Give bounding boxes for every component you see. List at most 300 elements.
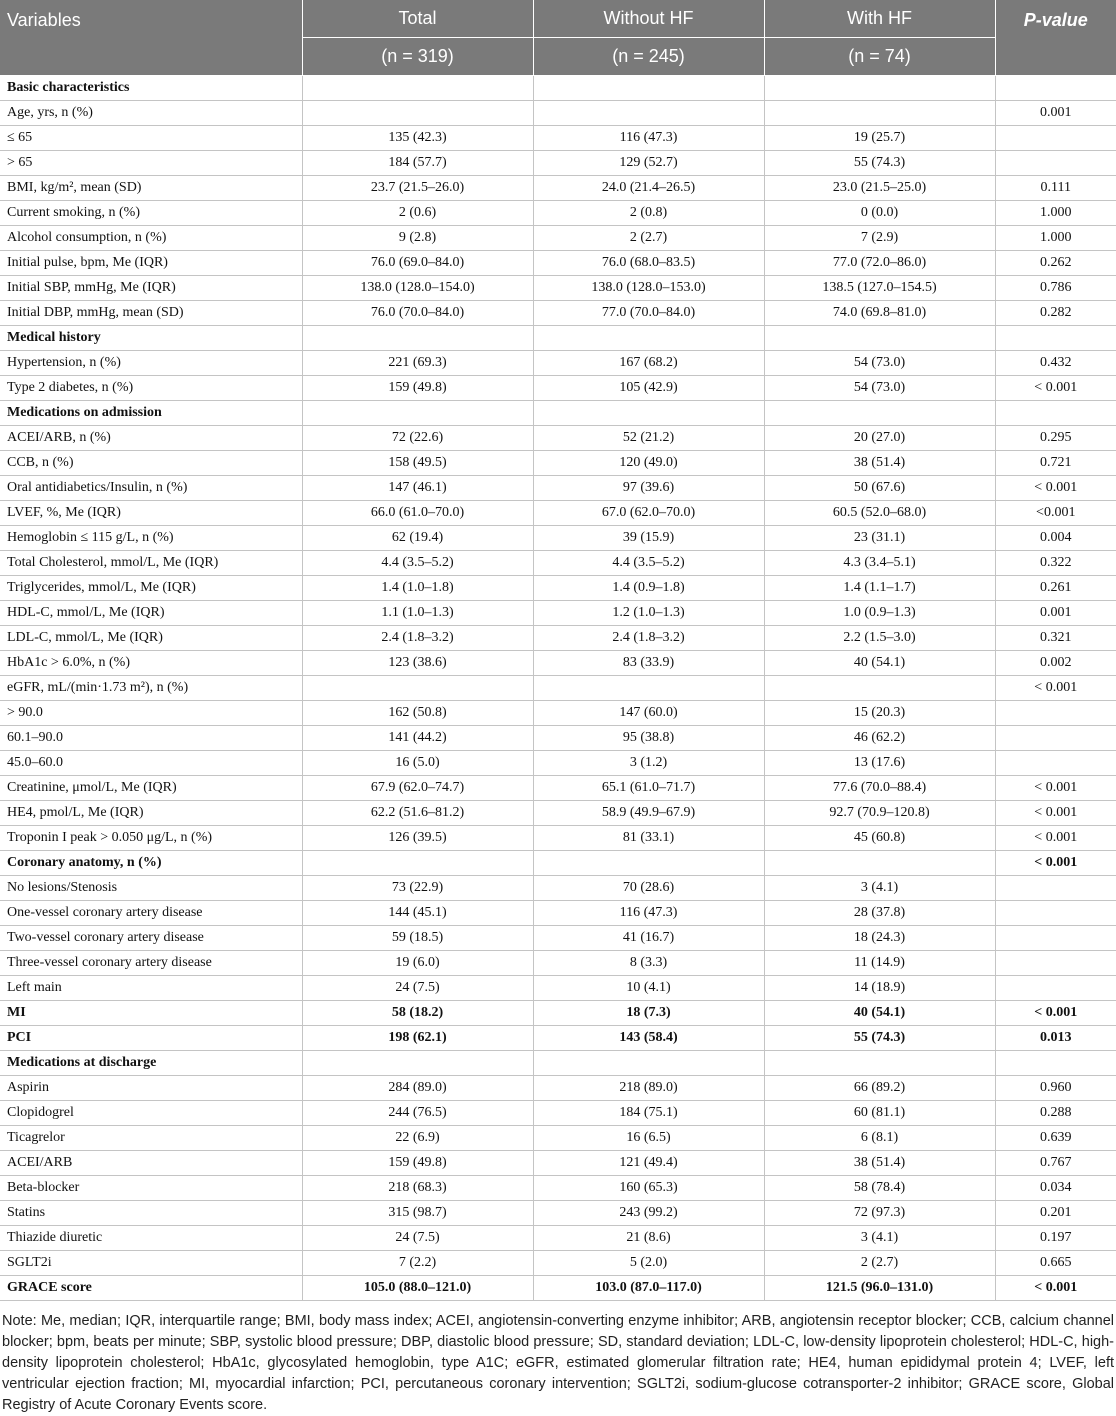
p-value-cell bbox=[995, 701, 1116, 726]
without-hf-cell: 103.0 (87.0–117.0) bbox=[533, 1276, 764, 1301]
total-cell: 158 (49.5) bbox=[302, 451, 533, 476]
table-row bbox=[0, 476, 1116, 501]
with-hf-cell: 77.0 (72.0–86.0) bbox=[764, 251, 995, 276]
without-hf-cell: 81 (33.1) bbox=[533, 826, 764, 851]
variable-cell: Coronary anatomy, n (%) bbox=[0, 851, 302, 876]
p-value-cell: 0.197 bbox=[995, 1226, 1116, 1251]
variable-cell: Basic characteristics bbox=[0, 76, 302, 101]
with-hf-cell: 92.7 (70.9–120.8) bbox=[764, 801, 995, 826]
table-row bbox=[0, 901, 1116, 926]
without-hf-cell: 160 (65.3) bbox=[533, 1176, 764, 1201]
total-cell: 198 (62.1) bbox=[302, 1026, 533, 1051]
p-value-cell: 0.639 bbox=[995, 1126, 1116, 1151]
total-cell: 218 (68.3) bbox=[302, 1176, 533, 1201]
variable-cell: SGLT2i bbox=[0, 1251, 302, 1276]
with-hf-cell: 1.4 (1.1–1.7) bbox=[764, 576, 995, 601]
variable-cell: Aspirin bbox=[0, 1076, 302, 1101]
variable-cell: 45.0–60.0 bbox=[0, 751, 302, 776]
table-row bbox=[0, 651, 1116, 676]
without-hf-cell: 24.0 (21.4–26.5) bbox=[533, 176, 764, 201]
header-row-titles bbox=[0, 0, 1116, 38]
p-value-cell: 0.665 bbox=[995, 1251, 1116, 1276]
without-hf-cell: 83 (33.9) bbox=[533, 651, 764, 676]
table-row bbox=[0, 126, 1116, 151]
with-hf-cell bbox=[764, 401, 995, 426]
variable-cell: Medications at discharge bbox=[0, 1051, 302, 1076]
p-value-cell: < 0.001 bbox=[995, 1001, 1116, 1026]
with-hf-cell: 19 (25.7) bbox=[764, 126, 995, 151]
total-cell: 184 (57.7) bbox=[302, 151, 533, 176]
without-hf-cell: 184 (75.1) bbox=[533, 1101, 764, 1126]
with-hf-cell: 50 (67.6) bbox=[764, 476, 995, 501]
table-row bbox=[0, 1176, 1116, 1201]
total-cell: 66.0 (61.0–70.0) bbox=[302, 501, 533, 526]
without-hf-cell bbox=[533, 851, 764, 876]
table-row bbox=[0, 951, 1116, 976]
table-header bbox=[0, 0, 1116, 76]
variable-cell: Hemoglobin ≤ 115 g/L, n (%) bbox=[0, 526, 302, 551]
total-cell: 221 (69.3) bbox=[302, 351, 533, 376]
header-with-n: (n = 74) bbox=[764, 38, 995, 76]
table-row bbox=[0, 1151, 1116, 1176]
total-cell bbox=[302, 1051, 533, 1076]
variable-cell: Medical history bbox=[0, 326, 302, 351]
total-cell: 76.0 (69.0–84.0) bbox=[302, 251, 533, 276]
total-cell bbox=[302, 76, 533, 101]
total-cell: 105.0 (88.0–121.0) bbox=[302, 1276, 533, 1301]
total-cell bbox=[302, 851, 533, 876]
without-hf-cell: 2.4 (1.8–3.2) bbox=[533, 626, 764, 651]
without-hf-cell: 58.9 (49.9–67.9) bbox=[533, 801, 764, 826]
variable-cell: PCI bbox=[0, 1026, 302, 1051]
total-cell: 315 (98.7) bbox=[302, 1201, 533, 1226]
variable-cell: Thiazide diuretic bbox=[0, 1226, 302, 1251]
p-value-cell bbox=[995, 926, 1116, 951]
section-row bbox=[0, 401, 1116, 426]
table-row bbox=[0, 751, 1116, 776]
total-cell: 159 (49.8) bbox=[302, 376, 533, 401]
without-hf-cell: 116 (47.3) bbox=[533, 126, 764, 151]
with-hf-cell: 54 (73.0) bbox=[764, 351, 995, 376]
p-value-cell: 0.288 bbox=[995, 1101, 1116, 1126]
without-hf-cell: 16 (6.5) bbox=[533, 1126, 764, 1151]
table-row bbox=[0, 276, 1116, 301]
p-value-cell: 0.261 bbox=[995, 576, 1116, 601]
p-value-cell: 0.786 bbox=[995, 276, 1116, 301]
variable-cell: > 65 bbox=[0, 151, 302, 176]
header-without-n: (n = 245) bbox=[533, 38, 764, 76]
without-hf-cell: 138.0 (128.0–153.0) bbox=[533, 276, 764, 301]
p-value-cell: 0.004 bbox=[995, 526, 1116, 551]
p-value-cell bbox=[995, 901, 1116, 926]
section-row bbox=[0, 851, 1116, 876]
total-cell: 72 (22.6) bbox=[302, 426, 533, 451]
table-row bbox=[0, 451, 1116, 476]
with-hf-cell: 40 (54.1) bbox=[764, 651, 995, 676]
total-cell: 244 (76.5) bbox=[302, 1101, 533, 1126]
with-hf-cell: 1.0 (0.9–1.3) bbox=[764, 601, 995, 626]
without-hf-cell: 77.0 (70.0–84.0) bbox=[533, 301, 764, 326]
table-row bbox=[0, 826, 1116, 851]
section-row bbox=[0, 1051, 1116, 1076]
table-row bbox=[0, 976, 1116, 1001]
without-hf-cell: 143 (58.4) bbox=[533, 1026, 764, 1051]
p-value-cell: 0.262 bbox=[995, 251, 1116, 276]
total-cell: 159 (49.8) bbox=[302, 1151, 533, 1176]
variable-cell: Beta-blocker bbox=[0, 1176, 302, 1201]
variable-cell: Oral antidiabetics/Insulin, n (%) bbox=[0, 476, 302, 501]
without-hf-cell: 243 (99.2) bbox=[533, 1201, 764, 1226]
with-hf-cell: 46 (62.2) bbox=[764, 726, 995, 751]
section-row bbox=[0, 76, 1116, 101]
header-without-hf: Without HF bbox=[533, 0, 764, 38]
variable-cell: Two-vessel coronary artery disease bbox=[0, 926, 302, 951]
variable-cell: Three-vessel coronary artery disease bbox=[0, 951, 302, 976]
with-hf-cell: 14 (18.9) bbox=[764, 976, 995, 1001]
variable-cell: Age, yrs, n (%) bbox=[0, 101, 302, 126]
with-hf-cell: 28 (37.8) bbox=[764, 901, 995, 926]
without-hf-cell bbox=[533, 676, 764, 701]
table-row bbox=[0, 351, 1116, 376]
without-hf-cell: 95 (38.8) bbox=[533, 726, 764, 751]
with-hf-cell bbox=[764, 101, 995, 126]
with-hf-cell: 3 (4.1) bbox=[764, 876, 995, 901]
total-cell: 16 (5.0) bbox=[302, 751, 533, 776]
variable-cell: GRACE score bbox=[0, 1276, 302, 1301]
table-row bbox=[0, 926, 1116, 951]
total-cell: 141 (44.2) bbox=[302, 726, 533, 751]
table-row bbox=[0, 726, 1116, 751]
p-value-cell bbox=[995, 401, 1116, 426]
table-row bbox=[0, 1251, 1116, 1276]
p-value-cell: < 0.001 bbox=[995, 776, 1116, 801]
table-row bbox=[0, 601, 1116, 626]
with-hf-cell: 121.5 (96.0–131.0) bbox=[764, 1276, 995, 1301]
with-hf-cell: 74.0 (69.8–81.0) bbox=[764, 301, 995, 326]
p-value-cell: 0.001 bbox=[995, 601, 1116, 626]
without-hf-cell: 2 (2.7) bbox=[533, 226, 764, 251]
total-cell: 67.9 (62.0–74.7) bbox=[302, 776, 533, 801]
with-hf-cell: 7 (2.9) bbox=[764, 226, 995, 251]
variable-cell: Left main bbox=[0, 976, 302, 1001]
total-cell: 19 (6.0) bbox=[302, 951, 533, 976]
header-total-n: (n = 319) bbox=[302, 38, 533, 76]
variable-cell: ACEI/ARB bbox=[0, 1151, 302, 1176]
with-hf-cell: 38 (51.4) bbox=[764, 451, 995, 476]
with-hf-cell: 77.6 (70.0–88.4) bbox=[764, 776, 995, 801]
with-hf-cell: 40 (54.1) bbox=[764, 1001, 995, 1026]
total-cell: 62 (19.4) bbox=[302, 526, 533, 551]
table-row bbox=[0, 501, 1116, 526]
without-hf-cell: 8 (3.3) bbox=[533, 951, 764, 976]
with-hf-cell: 23 (31.1) bbox=[764, 526, 995, 551]
p-value-cell: < 0.001 bbox=[995, 826, 1116, 851]
total-cell: 58 (18.2) bbox=[302, 1001, 533, 1026]
with-hf-cell bbox=[764, 76, 995, 101]
total-cell: 23.7 (21.5–26.0) bbox=[302, 176, 533, 201]
with-hf-cell: 58 (78.4) bbox=[764, 1176, 995, 1201]
header-with-hf: With HF bbox=[764, 0, 995, 38]
with-hf-cell: 2 (2.7) bbox=[764, 1251, 995, 1276]
variable-cell: LDL-C, mmol/L, Me (IQR) bbox=[0, 626, 302, 651]
without-hf-cell: 116 (47.3) bbox=[533, 901, 764, 926]
total-cell: 7 (2.2) bbox=[302, 1251, 533, 1276]
total-cell: 59 (18.5) bbox=[302, 926, 533, 951]
table-row bbox=[0, 551, 1116, 576]
without-hf-cell: 120 (49.0) bbox=[533, 451, 764, 476]
with-hf-cell: 3 (4.1) bbox=[764, 1226, 995, 1251]
variable-cell: Troponin I peak > 0.050 μg/L, n (%) bbox=[0, 826, 302, 851]
without-hf-cell: 3 (1.2) bbox=[533, 751, 764, 776]
without-hf-cell: 21 (8.6) bbox=[533, 1226, 764, 1251]
variable-cell: HE4, pmol/L, Me (IQR) bbox=[0, 801, 302, 826]
p-value-cell: < 0.001 bbox=[995, 676, 1116, 701]
header-variables: Variables bbox=[0, 0, 302, 76]
without-hf-cell: 129 (52.7) bbox=[533, 151, 764, 176]
without-hf-cell: 10 (4.1) bbox=[533, 976, 764, 1001]
without-hf-cell: 5 (2.0) bbox=[533, 1251, 764, 1276]
variable-cell: No lesions/Stenosis bbox=[0, 876, 302, 901]
table-row bbox=[0, 101, 1116, 126]
p-value-cell: <0.001 bbox=[995, 501, 1116, 526]
without-hf-cell bbox=[533, 76, 764, 101]
total-cell: 62.2 (51.6–81.2) bbox=[302, 801, 533, 826]
with-hf-cell: 72 (97.3) bbox=[764, 1201, 995, 1226]
without-hf-cell: 65.1 (61.0–71.7) bbox=[533, 776, 764, 801]
total-cell: 144 (45.1) bbox=[302, 901, 533, 926]
without-hf-cell bbox=[533, 326, 764, 351]
total-cell bbox=[302, 326, 533, 351]
without-hf-cell: 218 (89.0) bbox=[533, 1076, 764, 1101]
p-value-cell: < 0.001 bbox=[995, 801, 1116, 826]
p-value-cell: 0.432 bbox=[995, 351, 1116, 376]
p-value-cell: 0.767 bbox=[995, 1151, 1116, 1176]
p-value-cell bbox=[995, 126, 1116, 151]
p-value-cell bbox=[995, 1051, 1116, 1076]
without-hf-cell: 2 (0.8) bbox=[533, 201, 764, 226]
header-p-value bbox=[995, 0, 1116, 76]
table-row bbox=[0, 576, 1116, 601]
variable-cell: Statins bbox=[0, 1201, 302, 1226]
variable-cell: Initial pulse, bpm, Me (IQR) bbox=[0, 251, 302, 276]
with-hf-cell: 55 (74.3) bbox=[764, 1026, 995, 1051]
with-hf-cell bbox=[764, 676, 995, 701]
without-hf-cell: 1.2 (1.0–1.3) bbox=[533, 601, 764, 626]
p-value-cell bbox=[995, 876, 1116, 901]
p-value-cell: 0.034 bbox=[995, 1176, 1116, 1201]
p-value-cell bbox=[995, 951, 1116, 976]
with-hf-cell: 60 (81.1) bbox=[764, 1101, 995, 1126]
p-value-cell: 1.000 bbox=[995, 226, 1116, 251]
variable-cell: ACEI/ARB, n (%) bbox=[0, 426, 302, 451]
table-row bbox=[0, 1101, 1116, 1126]
p-value-cell: < 0.001 bbox=[995, 1276, 1116, 1301]
variable-cell: Initial SBP, mmHg, Me (IQR) bbox=[0, 276, 302, 301]
with-hf-cell: 13 (17.6) bbox=[764, 751, 995, 776]
total-cell: 73 (22.9) bbox=[302, 876, 533, 901]
table-row bbox=[0, 226, 1116, 251]
table-footnote: Note: Me, median; IQR, interquartile range; BMI, body mass index; ACEI, angiotensin-converting enzyme inhibitor; ARB, angiotensin receptor blocker; CCB, calcium channel blocker; bpm, beats per minute; SBP, systolic blood pressure; DBP, diastolic blood pressure; SD, standard deviation; LDL-C, low-density lipoprotein cholesterol; HDL-C, high-density lipoprotein cholesterol; HbA1c, glycosylated hemoglobin, type A1C; eGFR, estimated glomerular filtration rate; HE4, human epididymal protein 4; LVEF, left ventricular ejection fraction; MI, myocardial infarction; PCI, percutaneous coronary intervention; SGLT2i, sodium-glucose cotransporter-2 inhibitor; GRACE score, Global Registry of Acute Coronary Events score. bbox=[2, 1313, 1114, 1413]
without-hf-cell: 121 (49.4) bbox=[533, 1151, 764, 1176]
p-value-cell bbox=[995, 151, 1116, 176]
with-hf-cell: 55 (74.3) bbox=[764, 151, 995, 176]
variable-cell: Clopidogrel bbox=[0, 1101, 302, 1126]
table-row bbox=[0, 1076, 1116, 1101]
with-hf-cell bbox=[764, 851, 995, 876]
p-value-cell bbox=[995, 726, 1116, 751]
table-row bbox=[0, 376, 1116, 401]
variable-cell: LVEF, %, Me (IQR) bbox=[0, 501, 302, 526]
table-row bbox=[0, 526, 1116, 551]
without-hf-cell: 39 (15.9) bbox=[533, 526, 764, 551]
section-row bbox=[0, 326, 1116, 351]
total-cell: 135 (42.3) bbox=[302, 126, 533, 151]
total-cell: 1.1 (1.0–1.3) bbox=[302, 601, 533, 626]
table-row bbox=[0, 626, 1116, 651]
p-value-cell: 0.322 bbox=[995, 551, 1116, 576]
p-value-cell: 0.002 bbox=[995, 651, 1116, 676]
without-hf-cell: 70 (28.6) bbox=[533, 876, 764, 901]
table-row bbox=[0, 1201, 1116, 1226]
with-hf-cell: 38 (51.4) bbox=[764, 1151, 995, 1176]
without-hf-cell: 1.4 (0.9–1.8) bbox=[533, 576, 764, 601]
with-hf-cell: 23.0 (21.5–25.0) bbox=[764, 176, 995, 201]
with-hf-cell: 60.5 (52.0–68.0) bbox=[764, 501, 995, 526]
total-cell: 147 (46.1) bbox=[302, 476, 533, 501]
with-hf-cell: 6 (8.1) bbox=[764, 1126, 995, 1151]
variable-cell: 60.1–90.0 bbox=[0, 726, 302, 751]
without-hf-cell: 52 (21.2) bbox=[533, 426, 764, 451]
p-value-cell: < 0.001 bbox=[995, 476, 1116, 501]
without-hf-cell bbox=[533, 401, 764, 426]
table-row bbox=[0, 776, 1116, 801]
p-value-cell: 0.013 bbox=[995, 1026, 1116, 1051]
table-row bbox=[0, 801, 1116, 826]
total-cell bbox=[302, 101, 533, 126]
total-cell: 1.4 (1.0–1.8) bbox=[302, 576, 533, 601]
with-hf-cell: 138.5 (127.0–154.5) bbox=[764, 276, 995, 301]
table-row bbox=[0, 251, 1116, 276]
total-cell: 162 (50.8) bbox=[302, 701, 533, 726]
table-row bbox=[0, 701, 1116, 726]
total-cell: 284 (89.0) bbox=[302, 1076, 533, 1101]
without-hf-cell: 147 (60.0) bbox=[533, 701, 764, 726]
total-cell: 9 (2.8) bbox=[302, 226, 533, 251]
variable-cell: CCB, n (%) bbox=[0, 451, 302, 476]
table-row bbox=[0, 151, 1116, 176]
with-hf-cell: 2.2 (1.5–3.0) bbox=[764, 626, 995, 651]
with-hf-cell: 66 (89.2) bbox=[764, 1076, 995, 1101]
with-hf-cell: 18 (24.3) bbox=[764, 926, 995, 951]
without-hf-cell: 67.0 (62.0–70.0) bbox=[533, 501, 764, 526]
total-cell: 138.0 (128.0–154.0) bbox=[302, 276, 533, 301]
total-cell: 2.4 (1.8–3.2) bbox=[302, 626, 533, 651]
with-hf-cell: 20 (27.0) bbox=[764, 426, 995, 451]
without-hf-cell bbox=[533, 101, 764, 126]
header-total: Total bbox=[302, 0, 533, 38]
variable-cell: Hypertension, n (%) bbox=[0, 351, 302, 376]
total-cell bbox=[302, 401, 533, 426]
without-hf-cell: 4.4 (3.5–5.2) bbox=[533, 551, 764, 576]
table-row bbox=[0, 1001, 1116, 1026]
variable-cell: BMI, kg/m², mean (SD) bbox=[0, 176, 302, 201]
table-row bbox=[0, 876, 1116, 901]
p-value-cell bbox=[995, 751, 1116, 776]
p-value-cell: < 0.001 bbox=[995, 376, 1116, 401]
table-body bbox=[0, 76, 1116, 1301]
total-cell: 2 (0.6) bbox=[302, 201, 533, 226]
variable-cell: Medications on admission bbox=[0, 401, 302, 426]
without-hf-cell: 97 (39.6) bbox=[533, 476, 764, 501]
p-value-cell: 0.282 bbox=[995, 301, 1116, 326]
total-cell bbox=[302, 676, 533, 701]
table-row bbox=[0, 426, 1116, 451]
with-hf-cell: 15 (20.3) bbox=[764, 701, 995, 726]
variable-cell: Triglycerides, mmol/L, Me (IQR) bbox=[0, 576, 302, 601]
variable-cell: Total Cholesterol, mmol/L, Me (IQR) bbox=[0, 551, 302, 576]
with-hf-cell: 54 (73.0) bbox=[764, 376, 995, 401]
p-value-cell: 0.111 bbox=[995, 176, 1116, 201]
total-cell: 126 (39.5) bbox=[302, 826, 533, 851]
p-value-cell: 1.000 bbox=[995, 201, 1116, 226]
with-hf-cell: 11 (14.9) bbox=[764, 951, 995, 976]
total-cell: 24 (7.5) bbox=[302, 1226, 533, 1251]
variable-cell: Creatinine, μmol/L, Me (IQR) bbox=[0, 776, 302, 801]
variable-cell: ≤ 65 bbox=[0, 126, 302, 151]
variable-cell: Current smoking, n (%) bbox=[0, 201, 302, 226]
total-cell: 4.4 (3.5–5.2) bbox=[302, 551, 533, 576]
variable-cell: Initial DBP, mmHg, mean (SD) bbox=[0, 301, 302, 326]
with-hf-cell bbox=[764, 326, 995, 351]
without-hf-cell: 18 (7.3) bbox=[533, 1001, 764, 1026]
p-value-cell bbox=[995, 326, 1116, 351]
with-hf-cell bbox=[764, 1051, 995, 1076]
without-hf-cell bbox=[533, 1051, 764, 1076]
variable-cell: > 90.0 bbox=[0, 701, 302, 726]
table-row bbox=[0, 176, 1116, 201]
p-value-cell: 0.201 bbox=[995, 1201, 1116, 1226]
table-row bbox=[0, 1126, 1116, 1151]
variable-cell: eGFR, mL/(min·1.73 m²), n (%) bbox=[0, 676, 302, 701]
variable-cell: Ticagrelor bbox=[0, 1126, 302, 1151]
without-hf-cell: 167 (68.2) bbox=[533, 351, 764, 376]
table-row bbox=[0, 1026, 1116, 1051]
p-value-cell bbox=[995, 976, 1116, 1001]
variable-cell: Alcohol consumption, n (%) bbox=[0, 226, 302, 251]
p-value-cell: 0.721 bbox=[995, 451, 1116, 476]
table-row bbox=[0, 201, 1116, 226]
p-value-cell: 0.295 bbox=[995, 426, 1116, 451]
p-value-cell: < 0.001 bbox=[995, 851, 1116, 876]
without-hf-cell: 41 (16.7) bbox=[533, 926, 764, 951]
table-row bbox=[0, 301, 1116, 326]
variable-cell: Type 2 diabetes, n (%) bbox=[0, 376, 302, 401]
p-value-cell: 0.001 bbox=[995, 101, 1116, 126]
with-hf-cell: 4.3 (3.4–5.1) bbox=[764, 551, 995, 576]
table-row bbox=[0, 1276, 1116, 1301]
total-cell: 24 (7.5) bbox=[302, 976, 533, 1001]
table-row bbox=[0, 1226, 1116, 1251]
variable-cell: HDL-C, mmol/L, Me (IQR) bbox=[0, 601, 302, 626]
with-hf-cell: 0 (0.0) bbox=[764, 201, 995, 226]
p-value-cell: 0.321 bbox=[995, 626, 1116, 651]
variable-cell: One-vessel coronary artery disease bbox=[0, 901, 302, 926]
variable-cell: HbA1c > 6.0%, n (%) bbox=[0, 651, 302, 676]
without-hf-cell: 76.0 (68.0–83.5) bbox=[533, 251, 764, 276]
table-row bbox=[0, 676, 1116, 701]
variable-cell: MI bbox=[0, 1001, 302, 1026]
header-p-value-text: P-value bbox=[1023, 10, 1088, 30]
